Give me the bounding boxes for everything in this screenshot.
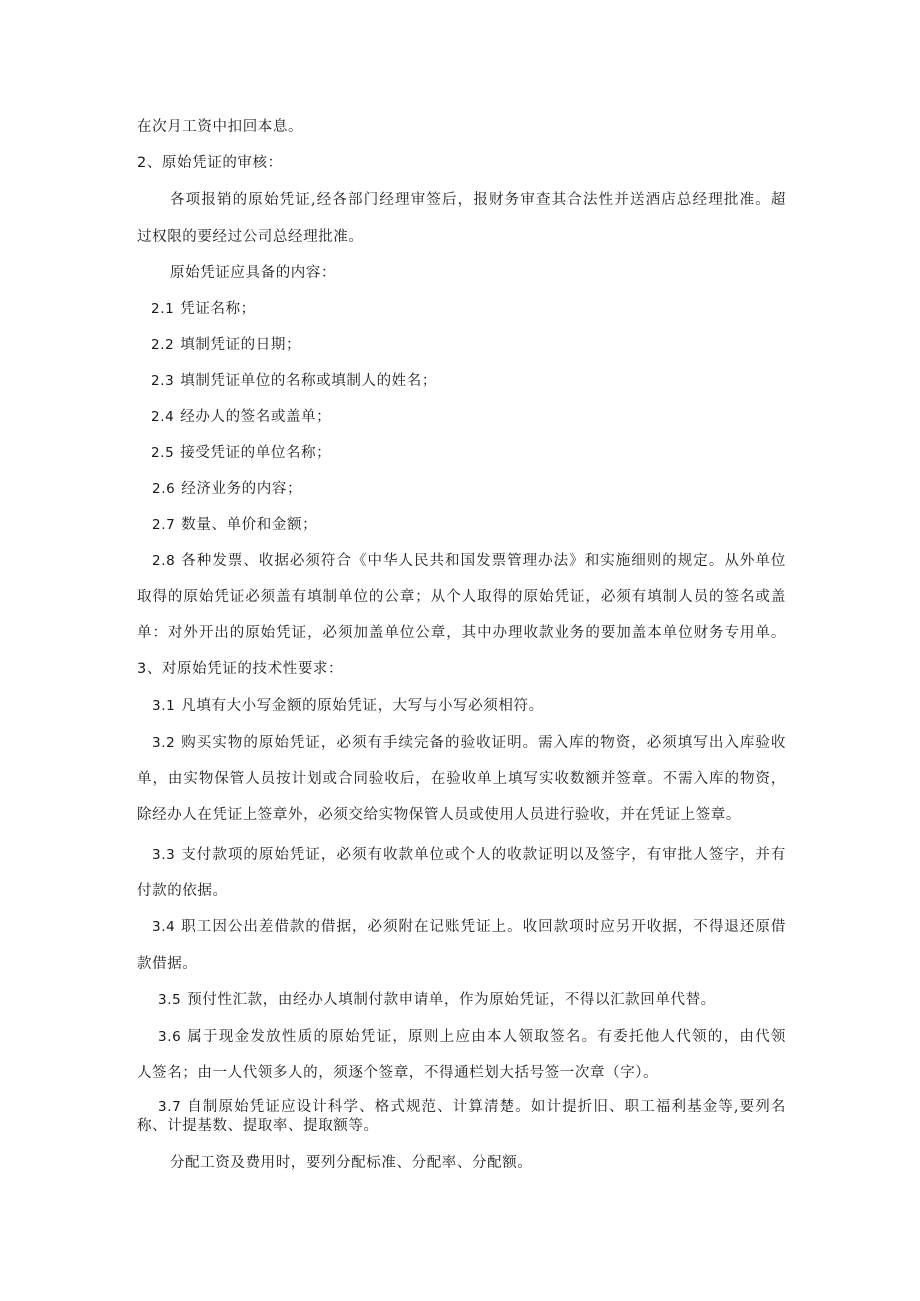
list-item	[158, 990, 716, 1010]
section-heading-2: 2、原始凭证的审核：	[137, 155, 283, 171]
item-text: 接受凭证的单位名称；	[180, 445, 332, 461]
item-number: 2.7	[152, 517, 176, 533]
section-heading-3: 3、对原始凭证的技术性要求：	[137, 661, 344, 677]
item-number: 3.5	[158, 992, 182, 1008]
list-item	[152, 479, 302, 499]
item-text: 填制凭证的日期；	[180, 337, 302, 353]
item-text: 经济业务的内容；	[181, 481, 303, 497]
item-text: 自制原始凭证应设计科学、格式规范、计算清楚。如计提折旧、职工福利基金等,要列名	[187, 1099, 786, 1115]
item-text: 凭证名称；	[180, 301, 256, 317]
item-number: 2.8	[152, 553, 176, 569]
item-text: 填制凭证单位的名称或填制人的姓名；	[180, 373, 437, 389]
item-text: 凡填有大小写金额的原始凭证，大写与小写必须相符。	[181, 698, 544, 714]
item-number: 2.5	[151, 445, 175, 461]
item-number: 2.1	[151, 301, 175, 317]
list-item	[151, 371, 437, 391]
item-text: 经办人的签名或盖单；	[180, 409, 332, 425]
paragraph-line: 款借据。	[137, 956, 198, 972]
list-item	[152, 551, 786, 571]
item-number: 3.4	[152, 919, 176, 935]
item-number: 2.4	[151, 409, 175, 425]
paragraph-line	[137, 587, 786, 607]
list-item	[151, 299, 256, 319]
item-text: 属于现金发放性质的原始凭证，原则上应由本人领取签名。有委托他人代领的，由代领	[187, 1029, 786, 1045]
item-number: 3.1	[152, 698, 176, 714]
paragraph-line: 原始凭证应具备的内容：	[170, 265, 337, 281]
paragraph-line: 付款的依据。	[137, 883, 228, 899]
paragraph-line: 在次月工资中扣回本息。	[137, 119, 304, 135]
list-item	[151, 443, 331, 463]
paragraph-text: 单：对外开出的原始凭证，必须加盖单位公章，其中办理收款业务的要加盖本单位财务专用单。	[137, 625, 786, 641]
item-number: 3.2	[152, 735, 176, 751]
item-number: 3.6	[158, 1029, 182, 1045]
item-text: 预付性汇款，由经办人填制付款申请单，作为原始凭证，不得以汇款回单代替。	[187, 992, 716, 1008]
paragraph-line	[137, 623, 786, 643]
list-item	[152, 845, 786, 865]
paragraph-text: 取得的原始凭证必须盖有填制单位的公章；从个人取得的原始凭证，必须有填制人员的签名或盖	[137, 589, 786, 605]
paragraph-line: 称、计提基数、提取率、提取额等。	[137, 1118, 379, 1134]
paragraph-line: 人签名；由一人代领多人的，须逐个签章，不得通栏划大括号签一次章（字）。	[137, 1065, 659, 1081]
paragraph-line: 除经办人在凭证上签章外，必须交给实物保管人员或使用人员进行验收，并在凭证上签章。	[137, 807, 741, 823]
list-item	[152, 515, 317, 535]
paragraph-line: 过权限的要经过公司总经理批准。	[137, 229, 364, 245]
item-number: 2.3	[151, 373, 175, 389]
paragraph-line: 分配工资及费用时，要列分配标准、分配率、分配额。	[170, 1155, 533, 1171]
list-item	[151, 335, 301, 355]
item-text: 各种发票、收据必须符合《中华人民共和国发票管理办法》和实施细则的规定。从外单位	[181, 553, 786, 569]
paragraph-line	[170, 190, 786, 210]
item-number: 3.3	[152, 847, 176, 863]
list-item	[152, 733, 786, 753]
list-item	[158, 1097, 786, 1117]
item-text: 数量、单价和金额；	[181, 517, 318, 533]
item-number: 2.6	[152, 481, 176, 497]
paragraph-text: 各项报销的原始凭证,经各部门经理审签后，报财务审查其合法性并送酒店总经理批准。超	[170, 192, 786, 208]
list-item	[152, 917, 786, 937]
list-item	[151, 407, 331, 427]
item-text: 购买实物的原始凭证，必须有手续完备的验收证明。需入库的物资，必须填写出入库验收	[181, 735, 786, 751]
list-item	[152, 696, 544, 716]
paragraph-text: 单，由实物保管人员按计划或合同验收后，在验收单上填写实收数额并签章。不需入库的物资，	[137, 771, 786, 787]
item-text: 职工因公出差借款的借据，必须附在记账凭证上。收回款项时应另开收据，不得退还原借	[181, 919, 786, 935]
list-item	[158, 1027, 786, 1047]
paragraph-line	[137, 769, 786, 789]
item-text: 支付款项的原始凭证，必须有收款单位或个人的收款证明以及签字，有审批人签字，并有	[181, 847, 786, 863]
item-number: 2.2	[151, 337, 175, 353]
item-number: 3.7	[158, 1099, 182, 1115]
